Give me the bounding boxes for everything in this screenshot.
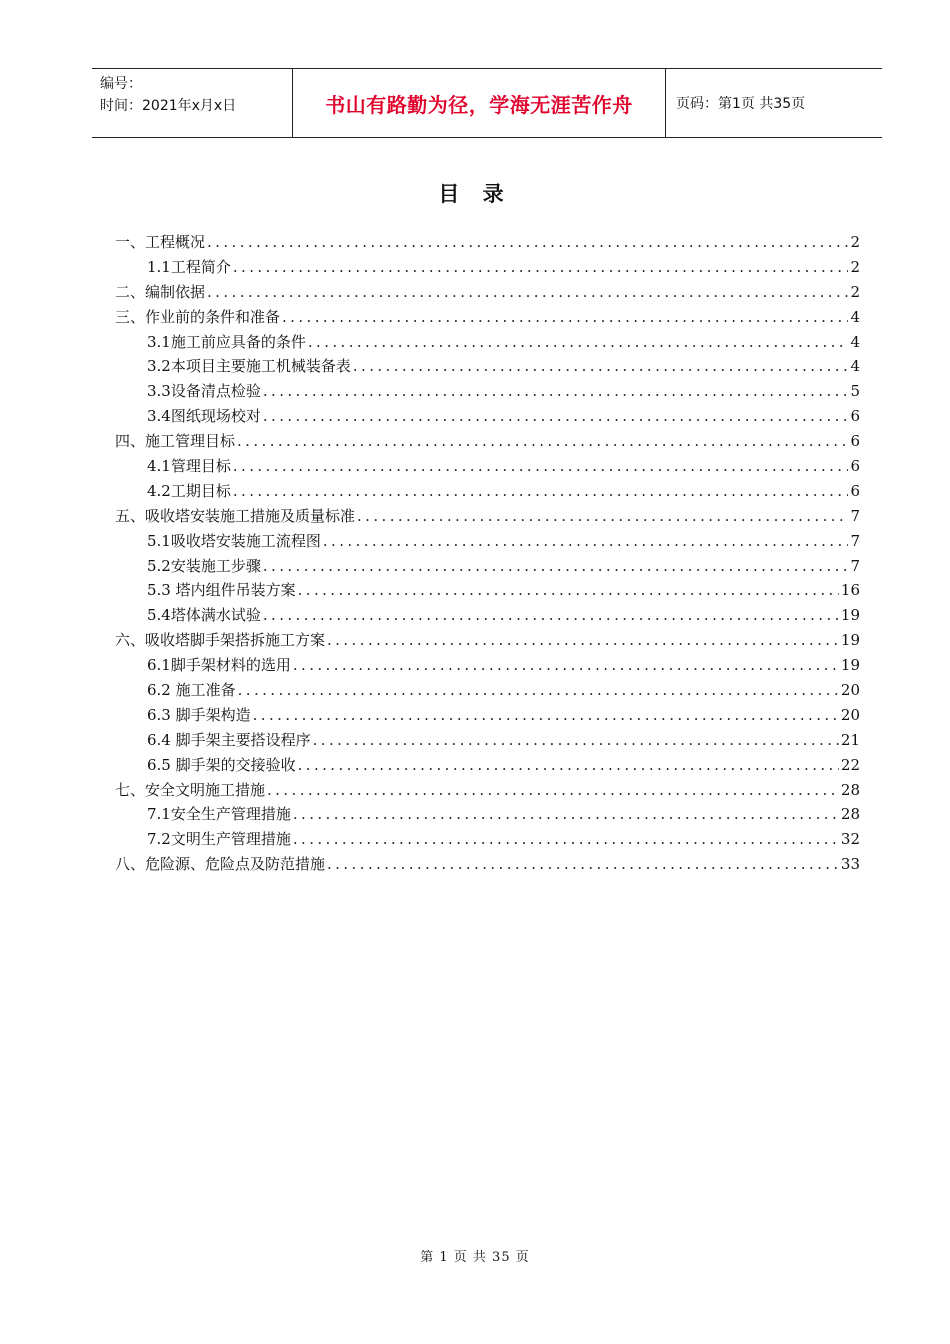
toc-entry-label: 六、吸收塔脚手架搭拆施工方案 bbox=[115, 631, 326, 650]
toc-entry[interactable] bbox=[115, 529, 860, 554]
toc-entry[interactable] bbox=[115, 603, 860, 628]
toc-leader-dots bbox=[282, 305, 848, 330]
toc-entry[interactable] bbox=[115, 827, 860, 852]
toc-entry-label: 三、作业前的条件和准备 bbox=[115, 307, 281, 326]
toc-entry[interactable] bbox=[115, 479, 860, 504]
toc-entry[interactable] bbox=[115, 255, 860, 280]
toc-leader-dots bbox=[263, 404, 849, 429]
toc-entry-page: 21 bbox=[840, 730, 860, 749]
toc-leader-dots bbox=[233, 454, 849, 479]
toc-entry[interactable] bbox=[115, 628, 860, 653]
page-header bbox=[92, 68, 882, 138]
toc-entry-label: 3.3设备清点检验 bbox=[147, 382, 261, 401]
toc-entry-label: 5.2安装施工步骤 bbox=[147, 556, 261, 575]
toc-entry-label: 一、工程概况 bbox=[115, 233, 206, 251]
toc-entry[interactable] bbox=[115, 678, 860, 703]
toc-entry-label: 6.3 脚手架构造 bbox=[147, 705, 251, 724]
toc-entry-label: 四、施工管理目标 bbox=[115, 432, 236, 451]
toc-entry-label: 1.1工程简介 bbox=[147, 257, 231, 276]
toc-entry[interactable] bbox=[115, 504, 860, 529]
toc-entry[interactable] bbox=[115, 379, 860, 404]
toc-entry-page: 2 bbox=[850, 257, 860, 276]
toc-entry-label: 5.3 塔内组件吊装方案 bbox=[147, 581, 296, 600]
toc-entry[interactable] bbox=[115, 429, 860, 454]
toc-entry-page: 4 bbox=[850, 357, 860, 376]
table-of-contents bbox=[115, 230, 860, 877]
toc-leader-dots bbox=[293, 653, 839, 678]
toc-entry-page: 6 bbox=[850, 432, 860, 451]
toc-entry-page: 19 bbox=[840, 631, 860, 650]
toc-leader-dots bbox=[293, 802, 839, 827]
toc-entry[interactable] bbox=[115, 578, 860, 603]
toc-entry-label: 五、吸收塔安装施工措施及质量标准 bbox=[115, 506, 356, 525]
toc-entry-label: 七、安全文明施工措施 bbox=[115, 780, 266, 799]
toc-title: 目 录 bbox=[438, 182, 512, 206]
toc-leader-dots bbox=[293, 827, 839, 852]
toc-leader-dots bbox=[237, 429, 848, 454]
toc-entry-page: 19 bbox=[840, 606, 860, 625]
toc-leader-dots bbox=[323, 529, 849, 554]
header-page-info: 页码：第1页 共35页 bbox=[676, 96, 806, 112]
toc-entry-page: 7 bbox=[850, 506, 860, 525]
toc-entry[interactable] bbox=[115, 554, 860, 579]
toc-entry-page: 33 bbox=[840, 855, 860, 874]
toc-leader-dots bbox=[327, 628, 839, 653]
toc-entry[interactable] bbox=[115, 230, 860, 255]
toc-entry[interactable] bbox=[115, 305, 860, 330]
toc-entry[interactable] bbox=[115, 778, 860, 803]
toc-entry[interactable] bbox=[115, 802, 860, 827]
toc-leader-dots bbox=[238, 678, 839, 703]
toc-entry-page: 2 bbox=[850, 282, 860, 301]
toc-entry-label: 6.5 脚手架的交接验收 bbox=[147, 755, 296, 774]
toc-entry-page: 4 bbox=[850, 332, 860, 351]
toc-entry-page: 2 bbox=[850, 233, 860, 251]
toc-entry-page: 28 bbox=[840, 805, 860, 824]
document-number-label: 编号： bbox=[100, 76, 142, 92]
toc-entry-label: 6.1脚手架材料的选用 bbox=[147, 656, 291, 675]
toc-entry[interactable] bbox=[115, 354, 860, 379]
toc-entry[interactable] bbox=[115, 852, 860, 877]
toc-leader-dots bbox=[253, 703, 839, 728]
toc-entry[interactable] bbox=[115, 280, 860, 305]
toc-entry-label: 7.2文明生产管理措施 bbox=[147, 830, 291, 849]
toc-entry-page: 7 bbox=[850, 556, 860, 575]
toc-leader-dots bbox=[263, 379, 849, 404]
toc-entry-label: 6.2 施工准备 bbox=[147, 681, 236, 700]
toc-entry-page: 6 bbox=[850, 457, 860, 476]
toc-leader-dots bbox=[298, 578, 839, 603]
toc-entry-page: 7 bbox=[850, 531, 860, 550]
toc-entry-page: 5 bbox=[850, 382, 860, 401]
toc-entry-page: 16 bbox=[840, 581, 860, 600]
toc-leader-dots bbox=[298, 753, 839, 778]
toc-entry-label: 3.4图纸现场校对 bbox=[147, 407, 261, 426]
toc-leader-dots bbox=[233, 255, 849, 280]
page-footer: 第 1 页 共 35 页 bbox=[420, 1250, 530, 1265]
toc-entry[interactable] bbox=[115, 703, 860, 728]
toc-entry[interactable] bbox=[115, 330, 860, 355]
toc-leader-dots bbox=[233, 479, 849, 504]
toc-leader-dots bbox=[353, 354, 849, 379]
toc-entry-label: 5.4塔体满水试验 bbox=[147, 606, 261, 625]
toc-entry-label: 4.1管理目标 bbox=[147, 457, 231, 476]
toc-entry[interactable] bbox=[115, 404, 860, 429]
toc-leader-dots bbox=[357, 504, 848, 529]
toc-leader-dots bbox=[308, 330, 849, 355]
toc-entry-page: 28 bbox=[840, 780, 860, 799]
toc-entry-label: 4.2工期目标 bbox=[147, 481, 231, 500]
toc-entry-page: 32 bbox=[840, 830, 860, 849]
toc-entry-page: 20 bbox=[840, 681, 860, 700]
toc-entry[interactable] bbox=[115, 728, 860, 753]
header-motto: 书山有路勤为径，学海无涯苦作舟 bbox=[293, 69, 666, 137]
toc-leader-dots bbox=[207, 230, 848, 255]
toc-entry-page: 6 bbox=[850, 481, 860, 500]
toc-entry-label: 3.2本项目主要施工机械装备表 bbox=[147, 357, 351, 376]
toc-leader-dots bbox=[267, 778, 839, 803]
toc-entry-page: 4 bbox=[850, 307, 860, 326]
toc-leader-dots bbox=[263, 603, 839, 628]
toc-leader-dots bbox=[207, 280, 848, 305]
toc-entry-label: 八、危险源、危险点及防范措施 bbox=[115, 855, 326, 874]
toc-entry-label: 7.1安全生产管理措施 bbox=[147, 805, 291, 824]
toc-entry[interactable] bbox=[115, 454, 860, 479]
toc-entry-label: 3.1施工前应具备的条件 bbox=[147, 332, 306, 351]
document-time-label: 时间：2021年x月x日 bbox=[100, 98, 237, 114]
header-left-cell bbox=[92, 69, 293, 137]
toc-entry[interactable] bbox=[115, 753, 860, 778]
toc-entry-page: 19 bbox=[840, 656, 860, 675]
toc-entry-page: 6 bbox=[850, 407, 860, 426]
toc-leader-dots bbox=[263, 554, 849, 579]
toc-entry-page: 22 bbox=[840, 755, 860, 774]
toc-leader-dots bbox=[327, 852, 839, 877]
toc-entry-label: 二、编制依据 bbox=[115, 282, 206, 301]
toc-leader-dots bbox=[313, 728, 839, 753]
toc-entry[interactable] bbox=[115, 653, 860, 678]
toc-entry-page: 20 bbox=[840, 705, 860, 724]
toc-entry-label: 6.4 脚手架主要搭设程序 bbox=[147, 730, 311, 749]
toc-entry-label: 5.1吸收塔安装施工流程图 bbox=[147, 531, 321, 550]
